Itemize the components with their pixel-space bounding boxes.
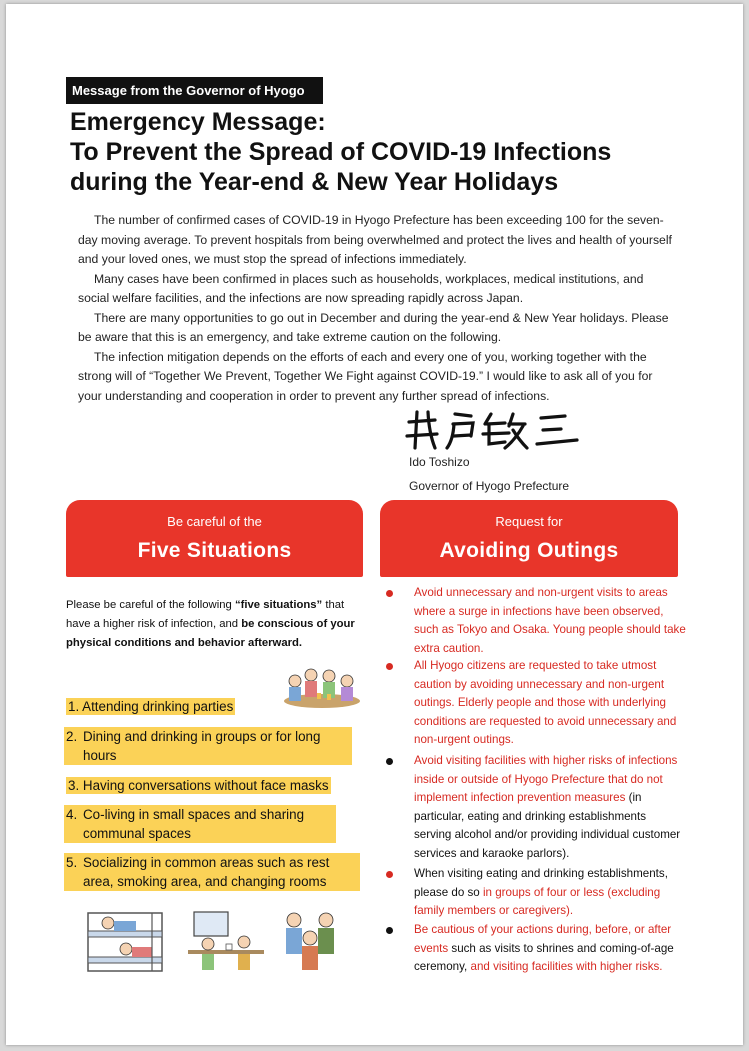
shared-office-illustration [186,910,266,974]
request-text-emphasis: in groups of four or less (excluding family members or caregivers). [414,885,661,917]
shared-bunk-bed-illustration [82,905,168,975]
situation-number: 4. [66,807,78,822]
request-text-emphasis: Be cautious of your actions during, before, or after events [414,923,672,955]
request-text-detail: (in particular, eating and drinking establishments serving alcohol and/or providing individual customer services and karaoke parlors). [414,791,681,860]
banner-title: Avoiding Outings [439,539,619,562]
red-bullet-icon [386,871,393,878]
request-item [386,921,686,995]
situation-text: Co-living in small spaces and sharing communal spaces [83,807,305,841]
request-text [414,865,686,921]
situation-highlight [66,698,235,715]
paragraph: Many cases have been confirmed in places such as households, workplaces, medical institutions, and social welfare facilities, and the infections are now spreading rapidly across Japan. [78,271,644,305]
title-line: during the Year-end & New Year Holidays [70,168,559,196]
situation-number: 5. [66,855,78,870]
handwritten-signature [405,408,585,452]
banner-subtitle: Be careful of the [167,514,262,529]
intro-text: that have a higher risk of infection, and [66,599,345,630]
request-text [414,921,686,977]
red-bullet-icon [386,663,393,670]
banner-subtitle: Request for [495,514,563,529]
request-item [386,657,686,749]
situation-item [66,697,366,717]
intro-text: Please be careful of the following [66,599,235,611]
situation-item [66,776,366,795]
paragraph: The number of confirmed cases of COVID-19 in Hyogo Prefecture has been exceeding 100 for the seven-day moving average. To prevent hospitals from being overwhelmed and protect the lives and health of yourself and your loved ones, we must stop the spread of infections immediately. [78,213,672,266]
request-text [414,752,686,863]
situation-text: Socializing in common areas such as rest area, smoking area, and changing rooms [83,855,330,889]
page-title [70,107,710,197]
banner-title: Five Situations [137,539,292,562]
paragraph: The infection mitigation depends on the efforts of each and every one of you, working together with the strong will of “Together We Prevent, Together We Fight against COVID-19.” I would like to ask all of you for your understanding and cooperation in order to prevent any further spread of infections. [78,349,653,403]
black-bullet-icon [386,927,393,934]
request-text-detail: When visiting eating and drinking establishments, please do so [414,867,668,899]
intro-emphasis: “five situations” [234,599,323,611]
request-text: Avoid unnecessary and non-urgent visits to areas where a surge in infections have been observed, such as Tokyo and Osaka. Young people should take extra caution. [414,586,686,655]
request-text-detail: such as visits to shrines and coming-of-age ceremony, [414,941,674,973]
conversation-illustration [276,908,346,974]
situation-highlight [66,777,331,794]
situation-text: Dining and drinking in groups or for long hours [83,729,321,763]
situation-text: Attending drinking parties [82,699,234,714]
signatory-title: Governor of Hyogo Prefecture [409,479,570,493]
situation-number: 3. [68,778,80,793]
situation-number: 1. [68,699,80,714]
red-bullet-icon [386,590,393,597]
request-text-emphasis: and visiting facilities with higher risks. [470,960,663,973]
black-bullet-icon [386,758,393,765]
title-line: To Prevent the Spread of COVID-19 Infections [70,138,612,166]
request-item [386,584,686,658]
request-item [386,865,686,921]
situation-text: Having conversations without face masks [82,778,329,793]
signatory-name: Ido Toshizo [409,455,470,469]
header-tag: Message from the Governor of Hyogo [66,77,323,104]
request-text-emphasis: Avoid visiting facilities with higher risks of infections inside or outside of Hyogo Prefecture that do not implement infection prevention measures [414,754,678,804]
request-item [386,752,686,862]
five-situations-intro [66,596,366,653]
request-text: All Hyogo citizens are requested to take utmost caution by avoiding unnecessary and non-urgent outings. Elderly people and those with underlying conditions are requested to avoid unnecessary and non-urgent outings. [414,659,677,746]
paragraph: There are many opportunities to go out in December and during the year-end & New Year holidays. Please be aware that this is an emergency, and take extreme caution on the following. [78,310,669,344]
message-body [78,211,672,406]
five-situations-banner [66,500,363,577]
avoiding-outings-banner [380,500,678,577]
situation-number: 2. [66,729,78,744]
title-line: Emergency Message: [70,108,326,136]
intro-emphasis: be conscious of your physical conditions and behavior afterward. [66,618,355,649]
